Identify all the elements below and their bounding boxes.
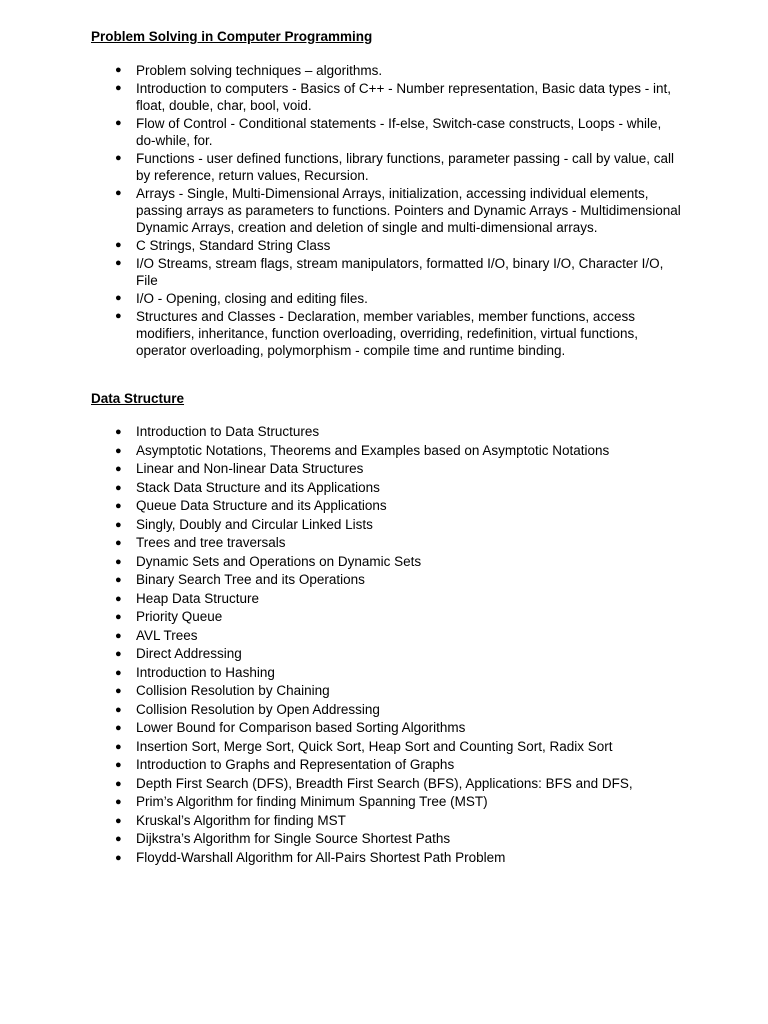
list-item-text: Lower Bound for Comparison based Sorting Algorithms	[136, 720, 466, 735]
list-item-text: Queue Data Structure and its Applications	[136, 498, 387, 513]
list-item-text: Priority Queue	[136, 609, 223, 624]
list-item-text: Dijkstra’s Algorithm for Single Source Shortest Paths	[136, 831, 451, 846]
bullet-icon: ●	[115, 703, 122, 716]
list-item	[91, 664, 682, 683]
section-spacer	[91, 360, 682, 390]
list-item-text: Asymptotic Notations, Theorems and Examples based on Asymptotic Notations	[136, 442, 610, 458]
list-item	[91, 115, 682, 149]
list-item	[91, 849, 682, 868]
list-item-text: Introduction to computers - Basics of C++ - Number representation, Basic data types - int, float, double, char, bool, void.	[136, 81, 671, 113]
section-title-programming: Problem Solving in Computer Programming	[91, 29, 373, 44]
list-item	[91, 608, 682, 627]
list-item	[91, 237, 682, 254]
list-item-text: AVL Trees	[136, 627, 198, 643]
list-item	[91, 756, 682, 775]
list-item	[91, 479, 682, 498]
bullet-icon: ●	[115, 64, 122, 76]
bullet-icon: ●	[115, 555, 122, 568]
list-item-text: Prim’s Algorithm for finding Minimum Spanning Tree (MST)	[136, 794, 488, 809]
bullet-icon: ●	[115, 851, 122, 864]
list-item	[91, 682, 682, 701]
list-item-text: Structures and Classes - Declaration, member variables, member functions, access modifiers, inheritance, function overloading, overriding, redefinition, virtual functions, operator overloading, polymorphism - compile time and runtime binding.	[136, 309, 639, 358]
list-item-text: Linear and Non-linear Data Structures	[136, 461, 364, 476]
list-item-text: Functions - user defined functions, library functions, parameter passing - call by value, call by reference, return values, Recursion.	[136, 151, 675, 183]
list-item	[91, 80, 682, 114]
list-item-text: Floydd-Warshall Algorithm for All-Pairs Shortest Path Problem	[136, 849, 506, 865]
list-item	[91, 590, 682, 609]
bullet-icon: ●	[115, 648, 122, 660]
list-item-text: I/O - Opening, closing and editing files.	[136, 291, 368, 306]
topic-list-data-structure	[91, 423, 682, 867]
list-item-text: Kruskal’s Algorithm for finding MST	[136, 812, 346, 828]
bullet-icon: ●	[115, 444, 122, 457]
bullet-icon: ●	[115, 629, 122, 642]
section-title-data-structure: Data Structure	[91, 391, 185, 406]
list-item	[91, 571, 682, 590]
list-item	[91, 627, 682, 646]
list-item-text: Insertion Sort, Merge Sort, Quick Sort, Heap Sort and Counting Sort, Radix Sort	[136, 738, 613, 754]
bullet-icon: ●	[115, 463, 122, 475]
list-item-text: Heap Data Structure	[136, 590, 260, 606]
list-item	[91, 185, 682, 236]
bullet-icon: ●	[115, 117, 122, 129]
list-item	[91, 442, 682, 461]
bullet-icon: ●	[115, 833, 122, 845]
list-item-text: Arrays - Single, Multi-Dimensional Arrays, initialization, accessing individual elements, passing arrays as parameters to functions. Pointers and Dynamic Arrays - Multidimensional Dynamic Arrays, creation and deletion of single and multi-dimensional arrays.	[136, 186, 681, 235]
list-item	[91, 719, 682, 738]
list-item	[91, 645, 682, 664]
bullet-icon: ●	[115, 239, 122, 251]
bullet-icon: ●	[115, 82, 122, 94]
list-item	[91, 497, 682, 516]
list-item-text: Collision Resolution by Open Addressing	[136, 701, 380, 717]
bullet-icon: ●	[115, 814, 122, 827]
list-item	[91, 534, 682, 553]
bullet-icon: ●	[115, 187, 122, 199]
list-item-text: Introduction to Graphs and Representation of Graphs	[136, 757, 455, 772]
list-item-text: Depth First Search (DFS), Breadth First Search (BFS), Applications: BFS and DFS,	[136, 775, 633, 791]
list-item	[91, 516, 682, 535]
bullet-icon: ●	[115, 310, 122, 322]
bullet-icon: ●	[115, 722, 122, 734]
bullet-icon: ●	[115, 257, 122, 269]
bullet-icon: ●	[115, 592, 122, 605]
list-item	[91, 830, 682, 849]
list-item-text: Problem solving techniques – algorithms.	[136, 63, 383, 78]
bullet-icon: ●	[115, 518, 122, 531]
bullet-icon: ●	[115, 500, 122, 512]
list-item	[91, 255, 682, 289]
bullet-icon: ●	[115, 426, 122, 438]
list-item-text: C Strings, Standard String Class	[136, 238, 331, 253]
bullet-icon: ●	[115, 777, 122, 790]
list-item-text: Direct Addressing	[136, 646, 242, 661]
bullet-icon: ●	[115, 152, 122, 164]
list-item	[91, 308, 682, 359]
list-item	[91, 150, 682, 184]
list-item	[91, 460, 682, 479]
list-item-text: Introduction to Hashing	[136, 664, 275, 680]
list-item	[91, 812, 682, 831]
bullet-icon: ●	[115, 481, 122, 494]
list-item-text: Stack Data Structure and its Applications	[136, 479, 380, 495]
topic-list-programming	[91, 62, 682, 359]
bullet-icon: ●	[115, 292, 122, 304]
list-item	[91, 701, 682, 720]
list-item	[91, 775, 682, 794]
list-item	[91, 738, 682, 757]
list-item-text: Introduction to Data Structures	[136, 424, 320, 439]
list-item	[91, 423, 682, 442]
list-item-text: I/O Streams, stream flags, stream manipulators, formatted I/O, binary I/O, Character I/O, File	[136, 256, 664, 288]
bullet-icon: ●	[115, 759, 122, 771]
bullet-icon: ●	[115, 574, 122, 586]
list-item-text: Binary Search Tree and its Operations	[136, 572, 365, 587]
list-item-text: Dynamic Sets and Operations on Dynamic Sets	[136, 553, 422, 569]
bullet-icon: ●	[115, 537, 122, 549]
list-item-text: Trees and tree traversals	[136, 535, 286, 550]
list-item	[91, 793, 682, 812]
list-item-text: Flow of Control - Conditional statements - If-else, Switch-case constructs, Loops - while, do-while, for.	[136, 116, 662, 148]
list-item	[91, 62, 682, 79]
bullet-icon: ●	[115, 740, 122, 753]
list-item	[91, 553, 682, 572]
list-item-text: Singly, Doubly and Circular Linked Lists	[136, 516, 373, 532]
bullet-icon: ●	[115, 666, 122, 679]
bullet-icon: ●	[115, 685, 122, 697]
list-item-text: Collision Resolution by Chaining	[136, 683, 330, 698]
bullet-icon: ●	[115, 611, 122, 623]
bullet-icon: ●	[115, 796, 122, 808]
list-item	[91, 290, 682, 307]
